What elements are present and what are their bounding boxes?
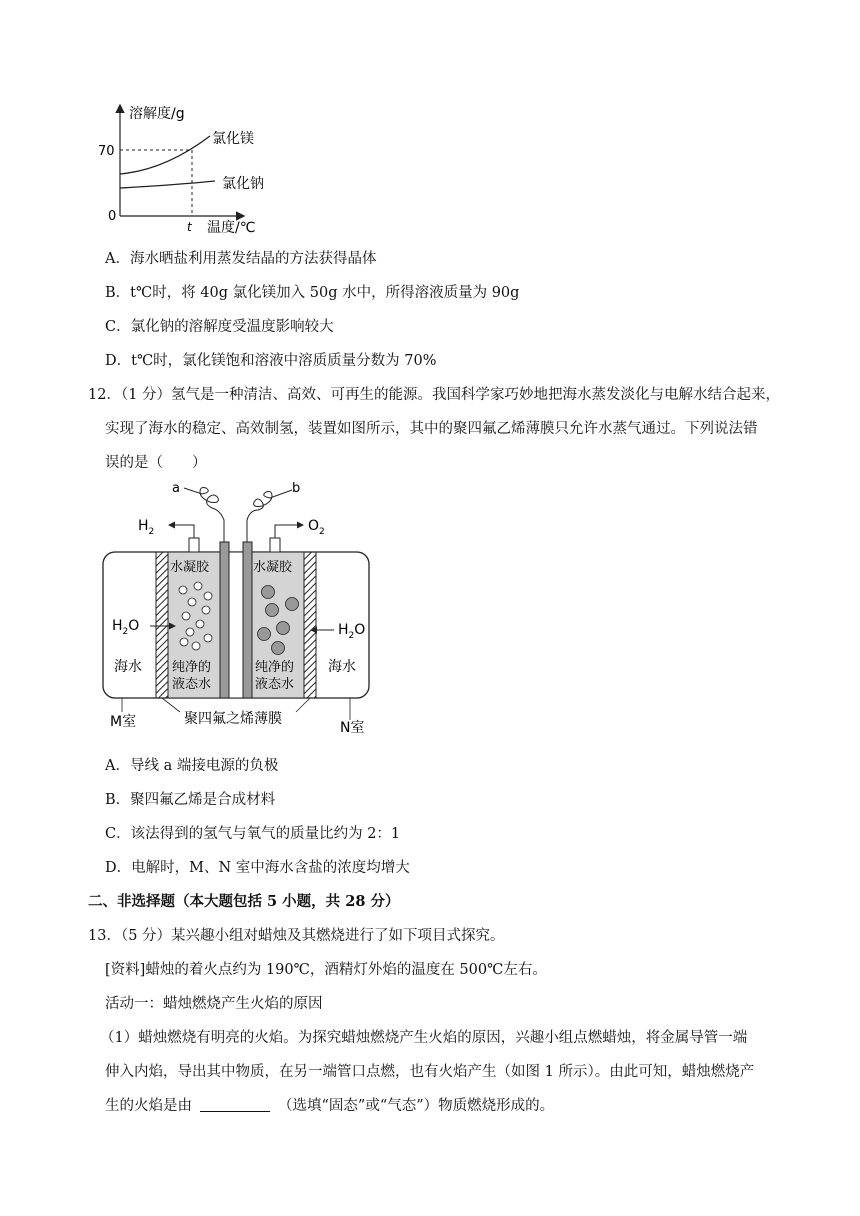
q12-option-b: B．聚四氟乙烯是合成材料 — [105, 792, 276, 808]
membrane-label: 聚四氟之烯薄膜 — [184, 711, 282, 727]
membrane-right — [304, 552, 316, 698]
curve-magnesium-chloride — [120, 136, 210, 174]
q13-line-5: 伸入内焰，导出其中物质，在另一端管口点燃，也有火焰产生（如图 1 所示）。由此可知，蜡烛燃烧产 — [105, 1064, 755, 1080]
q12-line-1: 12．（1 分）氢气是一种清洁、高效、可再生的能源。我国科学家巧妙地把海水蒸发淡化与电解水结合起来， — [88, 387, 781, 403]
q13-line-6-start: 生的火焰是由 — [105, 1098, 192, 1114]
gas-label-h2: $H_2$ — [138, 518, 155, 537]
q12-option-c: C．该法得到的氢气与氧气的质量比约为 2：1 — [105, 826, 401, 842]
electrode-left — [220, 542, 229, 698]
electrolysis-apparatus — [100, 480, 375, 740]
answer-blank[interactable] — [200, 1097, 270, 1112]
pure-water-left-2: 液态水 — [172, 677, 212, 692]
q11-option-a: A．海水晒盐利用蒸发结晶的方法获得晶体 — [105, 251, 377, 267]
q13-line-6 — [105, 1094, 554, 1115]
seawater-left: 海水 — [114, 659, 142, 675]
pure-water-left-1: 纯净的 — [172, 660, 212, 675]
q12-option-d: D．电解时，M、N 室中海水含盐的浓度均增大 — [105, 860, 410, 876]
electrode-right — [243, 542, 252, 698]
q13-line-4: （1）蜡烛燃烧有明亮的火焰。为探究蜡烛燃烧产生火焰的原因，兴趣小组点燃蜡烛，将金属导管一端 — [100, 1030, 748, 1046]
seawater-right: 海水 — [328, 659, 356, 675]
graph-ylabel: 溶解度/g — [129, 106, 185, 122]
water-label-right: $H_2O$ — [338, 622, 366, 641]
membrane-left — [156, 552, 168, 698]
room-label-n: N室 — [340, 720, 365, 736]
gas-label-o2: $O_2$ — [308, 518, 325, 537]
wire-label-b: b — [292, 481, 301, 496]
label-magnesium-chloride: 氯化镁 — [212, 131, 254, 147]
pure-water-right-1: 纯净的 — [255, 660, 295, 675]
graph-xlabel: 温度/℃ — [207, 220, 256, 236]
room-label-m: M室 — [110, 714, 137, 730]
curve-sodium-chloride — [120, 181, 215, 188]
q13-line-1: 13．（5 分）某兴趣小组对蜡烛及其燃烧进行了如下项目式探究。 — [88, 928, 505, 944]
water-label-left: $H_2O$ — [112, 618, 140, 637]
gel-label-left: 水凝胶 — [170, 560, 210, 575]
graph-x-tick: t — [187, 220, 192, 234]
wire-a — [184, 488, 224, 543]
q11-option-c: C．氯化钠的溶解度受温度影响较大 — [105, 319, 334, 335]
pure-water-right-2: 液态水 — [255, 677, 295, 692]
q12-line-2: 实现了海水的稳定、高效制氢，装置如图所示，其中的聚四氟乙烯薄膜只允许水蒸气通过。下列说法错 — [105, 421, 758, 437]
section-two-heading: 二、非选择题（本大题包括 5 小题，共 28 分） — [88, 893, 400, 910]
wire-label-a: a — [172, 481, 180, 496]
q11-option-d: D．t℃时，氯化镁饱和溶液中溶质质量分数为 70% — [105, 353, 437, 369]
gel-label-right: 水凝胶 — [253, 560, 293, 575]
q11-option-b: B．t℃时，将 40g 氯化镁加入 50g 水中，所得溶液质量为 90g — [105, 285, 520, 301]
label-sodium-chloride: 氯化钠 — [222, 176, 264, 192]
wire-b — [247, 490, 292, 542]
graph-y-tick: 70 — [98, 144, 115, 159]
q13-line-3: 活动一：蜡烛燃烧产生火焰的原因 — [105, 996, 323, 1012]
q12-option-a: A．导线 a 端接电源的负极 — [105, 758, 279, 774]
graph-origin: 0 — [108, 209, 117, 224]
q13-line-2: [资料]蜡烛的着火点约为 190℃，酒精灯外焰的温度在 500℃左右。 — [105, 962, 547, 978]
q12-line-3: 误的是（ ） — [105, 455, 207, 471]
solubility-graph — [95, 98, 285, 238]
q13-line-6-end: （选填“固态”或“气态”）物质燃烧形成的。 — [278, 1098, 555, 1114]
